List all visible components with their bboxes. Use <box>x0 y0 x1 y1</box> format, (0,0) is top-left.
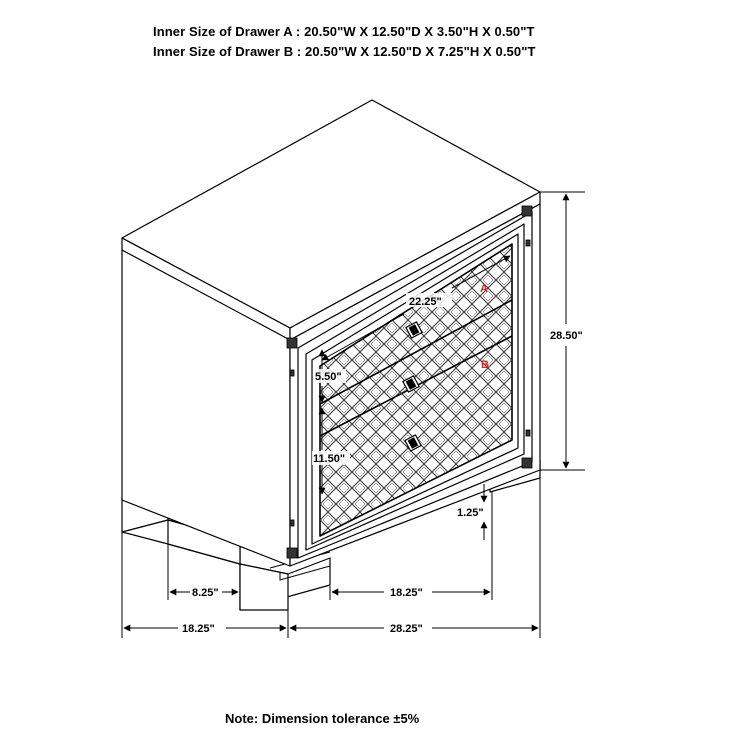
depth-dimension-label: 18.25" <box>182 623 215 635</box>
drawer-b-label: B <box>481 359 489 371</box>
base-front-face <box>240 564 288 610</box>
base-height-dimension-label: 1.25" <box>457 507 484 519</box>
drawer-b-height-dimension-label: 11.50" <box>313 453 346 465</box>
drawer-a-height-dimension-label: 5.50" <box>315 371 342 383</box>
base-width-dimension-label: 18.25" <box>390 587 423 599</box>
drawer-width-dimension-label: 22.25" <box>409 296 442 308</box>
drawer-a-label: A <box>480 283 488 295</box>
base-inset-dimension-label: 8.25" <box>192 587 219 599</box>
width-dimension-label: 28.25" <box>390 623 423 635</box>
tolerance-note: Note: Dimension tolerance ±5% <box>225 711 420 726</box>
drawer-b-size-spec: Inner Size of Drawer B : 20.50"W X 12.50"D X 7.25"H X 0.50"T <box>153 44 536 59</box>
drawer-a-size-spec: Inner Size of Drawer A : 20.50"W X 12.50"D X 3.50"H X 0.50"T <box>153 24 535 39</box>
height-dimension-label: 28.50" <box>550 330 583 342</box>
